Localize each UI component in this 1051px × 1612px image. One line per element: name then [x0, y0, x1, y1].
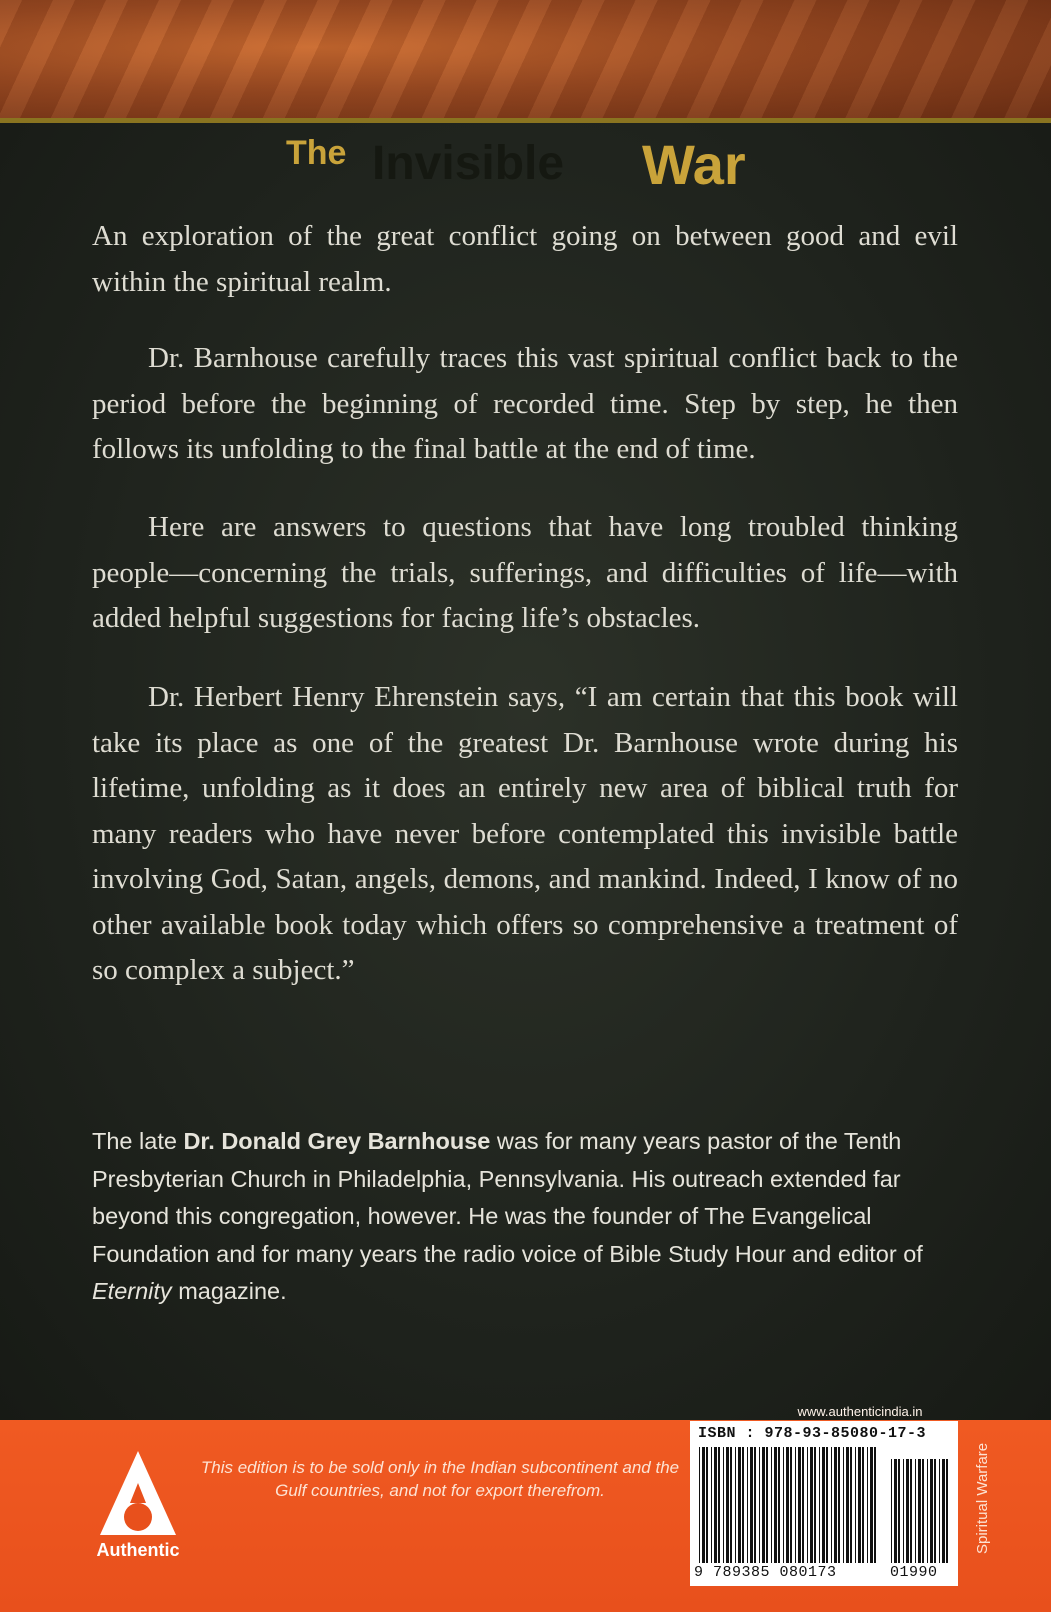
barcode-bar	[810, 1447, 813, 1563]
barcode-bar	[894, 1459, 897, 1563]
bio-text-2: magazine.	[171, 1278, 287, 1304]
barcode-bar	[918, 1459, 921, 1563]
barcode-bar	[850, 1447, 852, 1563]
barcode-bar	[927, 1459, 928, 1563]
barcode-bar	[786, 1447, 789, 1563]
barcode-bar	[819, 1447, 820, 1563]
bio-lead: The late	[92, 1128, 184, 1154]
barcode-bar	[946, 1459, 948, 1563]
magazine-name: Eternity	[92, 1278, 172, 1304]
isbn-label: ISBN : 978-93-85080-17-3	[698, 1425, 927, 1442]
barcode-bar	[867, 1447, 868, 1563]
publisher-url: www.authenticindia.in	[797, 1404, 923, 1419]
blurb-paragraph-1: An exploration of the great conflict going on between good and evil within the spiritual realm.	[92, 220, 958, 298]
sale-restriction-notice: This edition is to be sold only in the Indian subcontinent and the Gulf countries, and not for export therefrom.	[200, 1458, 680, 1500]
barcode-bar	[766, 1447, 768, 1563]
barcode-bar	[942, 1459, 945, 1563]
book-title	[0, 128, 1051, 198]
barcode-bar	[723, 1447, 724, 1563]
barcode-bar	[939, 1459, 940, 1563]
addon-digits: 01990	[890, 1564, 938, 1581]
barcode-bar	[771, 1447, 772, 1563]
title-invisible: Invisible	[372, 137, 565, 190]
barcode-bar	[814, 1447, 816, 1563]
barcode-bar	[718, 1447, 720, 1563]
barcode-bar	[870, 1447, 873, 1563]
addon-barcode	[890, 1459, 950, 1563]
barcode-bar	[862, 1447, 864, 1563]
barcode-bar	[903, 1459, 904, 1563]
barcode-bar	[831, 1447, 832, 1563]
barcode-bar	[802, 1447, 804, 1563]
barcode-bar	[699, 1447, 700, 1563]
barcode-bar	[843, 1447, 844, 1563]
barcode-block	[690, 1421, 958, 1586]
barcode-bar	[934, 1459, 936, 1563]
endorsement-quote: Dr. Herbert Henry Ehrenstein says, “I am certain that this book will take its place as one of the greatest Dr. Barnhouse wrote during his lifetime, unfolding as it does an entirely new area of biblical truth for many readers who have never before contemplated this invisible battle involving God, Satan, angels, demons, and mankind. Indeed, I know of no other available book today which offers so comprehensive a treatment of so complex a subject.”	[92, 681, 958, 986]
barcode-bar	[930, 1459, 933, 1563]
barcode-bar	[711, 1447, 712, 1563]
title-the: The	[286, 134, 347, 172]
barcode-bar	[846, 1447, 849, 1563]
barcode-bar	[915, 1459, 916, 1563]
barcode-bar	[795, 1447, 796, 1563]
barcode-bar	[750, 1447, 753, 1563]
publisher-name: Authentic	[96, 1540, 180, 1560]
barcode-bar	[735, 1447, 736, 1563]
barcode-bar	[834, 1447, 837, 1563]
barcode-bar	[822, 1447, 825, 1563]
ean-barcode	[698, 1447, 880, 1563]
barcode-bar	[738, 1447, 741, 1563]
category-label: Spiritual Warfare	[974, 1442, 991, 1554]
barcode-bar	[759, 1447, 760, 1563]
barcode-bar	[874, 1447, 876, 1563]
barcode-bar	[922, 1459, 924, 1563]
barcode-bar	[742, 1447, 744, 1563]
barcode-bar	[826, 1447, 828, 1563]
barcode-bar	[747, 1447, 748, 1563]
barcode-bar	[798, 1447, 801, 1563]
title-war: War	[642, 133, 746, 196]
barcode-bar	[783, 1447, 784, 1563]
barcode-bar	[891, 1459, 892, 1563]
barcode-bar	[778, 1447, 780, 1563]
barcode-bar	[714, 1447, 717, 1563]
barcode-bar	[754, 1447, 756, 1563]
barcode-bar	[898, 1459, 900, 1563]
blurb-paragraph-2: Dr. Barnhouse carefully traces this vast spiritual conflict back to the period before the beginning of recorded time. Step by step, he then follows its unfolding to the final battle at the end of time.	[92, 342, 958, 465]
blurb-paragraph-3: Here are answers to questions that have long troubled thinking people—concerning the trials, sufferings, and difficulties of life—with added helpful suggestions for facing life’s obstacles.	[92, 511, 958, 634]
bio-text-1: was for many years pastor of the Tenth Presbyterian Church in Philadelphia, Pennsylvania. His outreach extended far beyond this congregation, however. He was the founder of The Evangelical Foundation and for many years the radio voice of Bible Study Hour and editor of	[92, 1128, 923, 1267]
barcode-bar	[726, 1447, 729, 1563]
barcode-bar	[910, 1459, 912, 1563]
barcode-bar	[762, 1447, 765, 1563]
barcode-bar	[706, 1447, 708, 1563]
barcode-bar	[906, 1459, 909, 1563]
barcode-bar	[807, 1447, 808, 1563]
barcode-digits: 9 789385 080173	[694, 1564, 837, 1581]
barcode-bar	[858, 1447, 861, 1563]
barcode-bar	[855, 1447, 856, 1563]
author-bio	[92, 1123, 960, 1311]
barcode-bar	[730, 1447, 732, 1563]
top-artwork-band	[0, 0, 1051, 118]
barcode-bar	[774, 1447, 777, 1563]
author-name: Dr. Donald Grey Barnhouse	[183, 1128, 491, 1154]
barcode-bar	[790, 1447, 792, 1563]
barcode-bar	[838, 1447, 840, 1563]
barcode-bar	[702, 1447, 705, 1563]
